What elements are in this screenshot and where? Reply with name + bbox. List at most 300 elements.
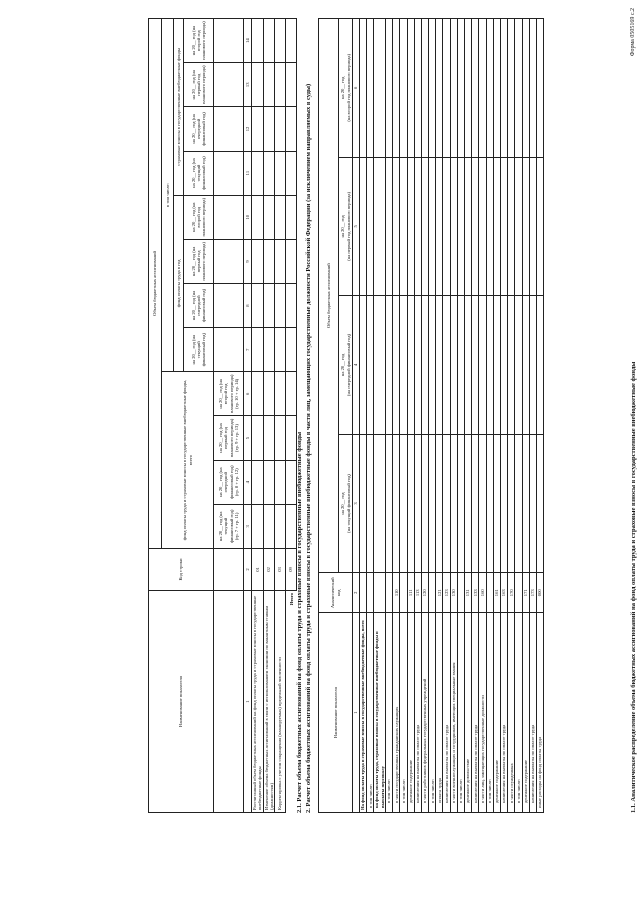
value-cell <box>414 434 421 573</box>
row-name: денежное содержание <box>493 613 500 813</box>
value-cell <box>263 283 275 327</box>
row-name: в том числе: <box>429 613 436 813</box>
value-cell <box>252 63 264 107</box>
header-period <box>339 434 353 573</box>
value-cell <box>367 157 374 296</box>
value-cell <box>400 296 407 435</box>
value-cell <box>508 296 515 435</box>
header-period: на 20__ год (на второй год планового периода) <box>184 19 214 63</box>
header-code: Код строки <box>149 548 214 590</box>
table-row <box>515 19 522 813</box>
table-row <box>536 19 543 813</box>
table-row <box>450 19 457 813</box>
value-cell <box>436 296 443 435</box>
value-cell <box>515 434 522 573</box>
value-cell <box>263 416 275 460</box>
column-number: 6 <box>244 372 252 416</box>
value-cell <box>429 296 436 435</box>
value-cell <box>436 19 443 158</box>
row-name: Рассчитанный объем бюджетных ассигнований на фонд оплаты труда и страховые взносы в государственные внебюджетные фонды <box>252 591 264 813</box>
value-cell <box>493 19 500 158</box>
value-cell <box>275 107 286 151</box>
value-cell <box>479 434 486 573</box>
header-spacer <box>214 19 244 63</box>
value-cell <box>385 19 392 158</box>
table-row <box>374 19 386 813</box>
row-code <box>374 573 386 613</box>
row-code <box>457 573 464 613</box>
value-cell <box>472 19 479 158</box>
value-cell <box>360 19 367 158</box>
row-name: начисления на выплаты по оплате труда <box>472 613 479 813</box>
value-cell <box>500 296 507 435</box>
header-period: на 20__ год (на первый год планового периода) (гр. 9 + гр. 13) <box>214 416 244 460</box>
value-cell <box>443 157 450 296</box>
value-cell <box>536 157 543 296</box>
header-name: Наименование показателя <box>149 591 214 813</box>
header-code: Аналитический код <box>319 573 353 613</box>
value-cell <box>486 434 493 573</box>
total-value <box>286 63 297 107</box>
value-cell <box>360 434 367 573</box>
row-name: Изменение объема бюджетных ассигнований в связи с использованием экономии по вакантным ставкам (должностям) <box>263 591 275 813</box>
row-name: денежное содержание <box>407 613 414 813</box>
header-name: Наименование показателя <box>319 613 353 813</box>
table-row <box>385 19 392 813</box>
value-cell <box>443 19 450 158</box>
header-period: на 20__ год (на текущий финансовый год) (гр. 7 + гр. 11) <box>214 504 244 548</box>
value-cell <box>479 296 486 435</box>
value-cell <box>465 19 472 158</box>
column-number: 2 <box>244 548 252 590</box>
value-cell <box>536 296 543 435</box>
table-row <box>436 19 443 813</box>
row-code: 02 <box>263 548 275 590</box>
value-cell <box>385 434 392 573</box>
value-cell <box>407 157 414 296</box>
column-number: 8 <box>244 283 252 327</box>
value-cell <box>457 19 464 158</box>
value-cell <box>529 19 536 158</box>
column-number: 13 <box>244 63 252 107</box>
header-spacer <box>214 591 244 813</box>
value-cell <box>529 296 536 435</box>
value-cell <box>263 195 275 239</box>
total-value <box>286 460 297 504</box>
table-row <box>252 19 264 813</box>
table-row <box>360 19 367 813</box>
value-cell <box>385 296 392 435</box>
value-cell <box>486 296 493 435</box>
value-cell <box>472 296 479 435</box>
value-cell <box>275 416 286 460</box>
header-in-that: в том числе: <box>162 19 174 372</box>
header-spacer <box>214 328 244 372</box>
value-cell <box>275 63 286 107</box>
row-code: 111 <box>407 573 414 613</box>
value-cell <box>443 434 450 573</box>
value-cell <box>252 504 264 548</box>
value-cell <box>252 151 264 195</box>
value-cell <box>421 157 428 296</box>
value-cell <box>457 157 464 296</box>
value-cell <box>252 107 264 151</box>
total-value <box>286 372 297 416</box>
value-cell <box>393 157 400 296</box>
value-cell <box>522 19 529 158</box>
section-2-1-title: 2.1. Расчет объема бюджетных ассигнований на фонд оплаты труда и страховые взносы в государственные внебюджетные фонды <box>296 431 303 813</box>
row-code <box>515 573 522 613</box>
value-cell <box>407 296 414 435</box>
value-cell <box>457 296 464 435</box>
total-value <box>286 416 297 460</box>
value-cell <box>385 157 392 296</box>
header-period-label: (на текущий финансовый год) <box>345 474 351 533</box>
column-number: 5 <box>244 416 252 460</box>
row-name: в том числе: <box>367 613 374 813</box>
header-period: на 20__ год (на первый год планового периода) <box>184 63 214 107</box>
row-name: в том числе: <box>400 613 407 813</box>
header-fot-year: фонд оплаты труда в год <box>174 195 184 372</box>
column-number: 2 <box>353 573 360 613</box>
value-cell <box>515 296 522 435</box>
value-cell <box>263 107 275 151</box>
row-name: начисления на выплаты по оплате труда <box>414 613 421 813</box>
table-row <box>457 19 464 813</box>
value-cell <box>393 296 400 435</box>
value-cell <box>400 19 407 158</box>
value-cell <box>263 239 275 283</box>
value-cell <box>436 434 443 573</box>
value-cell <box>479 19 486 158</box>
allocation-table <box>318 18 544 813</box>
value-cell <box>252 239 264 283</box>
column-number: 5 <box>353 157 360 296</box>
table-row <box>493 19 500 813</box>
header-period: на 20__ год (на второй год планового периода) <box>184 195 214 239</box>
row-name: в части осужденных <box>508 613 515 813</box>
value-cell <box>522 157 529 296</box>
table-row <box>393 19 400 813</box>
value-cell <box>465 296 472 435</box>
total-value <box>286 195 297 239</box>
header-period-year: на 20__ год <box>340 492 346 515</box>
value-cell <box>414 157 421 296</box>
row-name: денежное содержание <box>522 613 529 813</box>
value-cell <box>275 504 286 548</box>
value-cell <box>263 504 275 548</box>
value-cell <box>500 157 507 296</box>
column-number: 4 <box>244 460 252 504</box>
value-cell <box>407 434 414 573</box>
total-label: Итого <box>288 593 294 606</box>
value-cell <box>536 434 543 573</box>
table-row <box>414 19 421 813</box>
value-cell <box>252 195 264 239</box>
value-cell <box>252 416 264 460</box>
calculation-table <box>148 18 297 813</box>
row-code: 163 <box>500 573 507 613</box>
value-cell <box>252 328 264 372</box>
value-cell <box>360 296 367 435</box>
row-name: в том числе: <box>515 613 522 813</box>
total-row <box>286 19 297 813</box>
value-cell <box>465 434 472 573</box>
table-row <box>529 19 536 813</box>
column-number: 10 <box>244 195 252 239</box>
value-cell <box>360 157 367 296</box>
value-cell <box>374 434 386 573</box>
column-number: 4 <box>353 296 360 435</box>
header-spacer <box>214 107 244 151</box>
row-code <box>367 573 374 613</box>
value-cell <box>275 151 286 195</box>
value-cell <box>263 460 275 504</box>
total-value <box>286 504 297 548</box>
row-code: 171 <box>522 573 529 613</box>
row-code: 173 <box>529 573 536 613</box>
value-cell <box>367 296 374 435</box>
value-cell <box>393 19 400 158</box>
row-code <box>486 573 493 613</box>
value-cell <box>414 296 421 435</box>
value-cell <box>529 434 536 573</box>
value-cell <box>374 157 386 296</box>
value-cell <box>508 434 515 573</box>
row-name: в том числе: <box>457 613 464 813</box>
value-cell <box>421 434 428 573</box>
header-spacer <box>214 63 244 107</box>
total-code: 09 <box>286 548 297 590</box>
header-period: на 20__ год (на текущий финансовый год) <box>184 151 214 195</box>
value-cell <box>393 434 400 573</box>
row-code: 03 <box>275 548 286 590</box>
row-name: в части военнослужащих и сотрудников, имеющих специальные звания <box>450 613 457 813</box>
row-code: 170 <box>508 573 515 613</box>
value-cell <box>367 434 374 573</box>
value-cell <box>263 372 275 416</box>
value-cell <box>252 460 264 504</box>
value-cell <box>450 19 457 158</box>
row-code: 133 <box>472 573 479 613</box>
table-row <box>275 19 286 813</box>
header-period: на 20__ год (на очередной финансовый год) (гр. 8 + гр. 12) <box>214 460 244 504</box>
header-group: Объем бюджетных ассигнований <box>319 19 339 573</box>
value-cell <box>275 328 286 372</box>
table-row <box>400 19 407 813</box>
value-cell <box>486 19 493 158</box>
row-code: 121 <box>436 573 443 613</box>
header-period-label: (на очередной финансовый год) <box>345 333 351 396</box>
row-code: 161 <box>493 573 500 613</box>
header-period-year: на 20__ год <box>340 353 346 377</box>
header-period: на 20__ год (на второй год планового периода) (гр. 10 + гр. 14) <box>214 372 244 416</box>
column-number: 11 <box>244 151 252 195</box>
column-number: 1 <box>353 613 360 813</box>
value-cell <box>374 296 386 435</box>
header-period-label: (на первый год планового периода) <box>345 192 351 261</box>
table-row <box>472 19 479 813</box>
column-number: 9 <box>244 239 252 283</box>
table-row <box>486 19 493 813</box>
value-cell <box>465 157 472 296</box>
table-row <box>508 19 515 813</box>
value-cell <box>457 434 464 573</box>
value-cell <box>275 460 286 504</box>
value-cell <box>493 157 500 296</box>
value-cell <box>450 434 457 573</box>
total-value <box>286 107 297 151</box>
row-name: иные расходы на фонд оплаты труда <box>536 613 543 813</box>
value-cell <box>367 19 374 158</box>
table-row <box>522 19 529 813</box>
value-cell <box>443 296 450 435</box>
value-cell <box>263 151 275 195</box>
value-cell <box>515 157 522 296</box>
header-fot-total: фонд оплаты труда и страховые взносы в государственные внебюджетные фонды, всего <box>162 372 214 549</box>
value-cell <box>275 19 286 63</box>
row-code: 123 <box>443 573 450 613</box>
row-code: 160 <box>479 573 486 613</box>
table-row <box>500 19 507 813</box>
row-code: 01 <box>252 548 264 590</box>
column-number: 7 <box>244 328 252 372</box>
table-row <box>465 19 472 813</box>
row-name: в том числе: <box>486 613 493 813</box>
row-name: в том числе: <box>385 613 392 813</box>
header-spacer <box>214 151 244 195</box>
row-code: 130 <box>450 573 457 613</box>
value-cell <box>414 19 421 158</box>
header-spacer <box>214 239 244 283</box>
value-cell <box>429 434 436 573</box>
value-cell <box>522 434 529 573</box>
header-period-label: (на второй год планового периода) <box>345 54 351 122</box>
row-code <box>360 573 367 613</box>
header-spacer <box>214 283 244 327</box>
table-row <box>429 19 436 813</box>
value-cell <box>486 157 493 296</box>
value-cell <box>421 296 428 435</box>
header-spacer <box>214 195 244 239</box>
column-number: 12 <box>244 107 252 151</box>
row-code <box>429 573 436 613</box>
value-cell <box>252 19 264 63</box>
column-number: 3 <box>244 504 252 548</box>
value-cell <box>508 157 515 296</box>
row-name: На фонд оплаты труда и страховые взносы в государственные внебюджетные фонды, всего <box>360 613 367 813</box>
section-title: 1.1. Аналитическое распределение объема бюджетных ассигнований на фонд оплаты труда и страховые взносы в государственные внебюджетные фонды <box>630 361 637 813</box>
value-cell <box>450 296 457 435</box>
value-cell <box>436 157 443 296</box>
total-value <box>286 151 297 195</box>
value-cell <box>472 157 479 296</box>
column-number: 14 <box>244 19 252 63</box>
value-cell <box>252 283 264 327</box>
row-code: 110 <box>393 573 400 613</box>
value-cell <box>275 239 286 283</box>
header-period: на 20__ год (на очередной финансовый год) <box>184 107 214 151</box>
column-number: 3 <box>353 434 360 573</box>
header-period <box>339 19 353 158</box>
value-cell <box>500 434 507 573</box>
row-code <box>400 573 407 613</box>
row-code: 131 <box>465 573 472 613</box>
header-insurance: страховые взносы в государственные внебюджетные фонды <box>174 19 184 196</box>
value-cell <box>450 157 457 296</box>
row-name: на фонд оплаты труда, страховые взносы в государственные внебюджетные фонды и выплаты персоналу <box>374 613 386 813</box>
section-2-title: 2. Расчет объема бюджетных ассигнований на фонд оплаты труда и страховые взносы в государственные внебюджетные фонды в части лиц, замещающих государственные должности Российской Федерации (за исключением направляемых в суды) <box>305 83 312 813</box>
table-row <box>479 19 486 813</box>
value-cell <box>472 434 479 573</box>
total-value <box>286 19 297 63</box>
row-code: 113 <box>414 573 421 613</box>
row-name: в части работников федеральных государственных учреждений <box>421 613 428 813</box>
table-row <box>263 19 275 813</box>
form-code: Форма 0505169 с.2 <box>630 8 636 57</box>
row-code: 000 <box>536 573 543 613</box>
header-period: на 20__ год (на очередной финансовый год) <box>184 283 214 327</box>
row-name: начисления на выплаты по оплате труда <box>443 613 450 813</box>
table-row <box>421 19 428 813</box>
header-spacer <box>214 548 244 590</box>
header-period-year: на 20__ год <box>340 215 346 238</box>
row-name: в части государственных гражданских служащих <box>393 613 400 813</box>
row-name: начисления на выплаты по оплате труда <box>529 613 536 813</box>
header-period: на 20__ год (на текущий финансовый год) <box>184 328 214 372</box>
row-name: в части лиц, замещающих государственные должности <box>479 613 486 813</box>
header-period <box>339 157 353 296</box>
value-cell <box>275 372 286 416</box>
value-cell <box>263 19 275 63</box>
row-name: денежное довольствие <box>465 613 472 813</box>
value-cell <box>429 19 436 158</box>
column-number: 6 <box>353 19 360 158</box>
value-cell <box>275 195 286 239</box>
header-group: Объем бюджетных ассигнований <box>149 19 162 549</box>
row-code <box>385 573 392 613</box>
row-name: начисления на выплаты по оплате труда <box>500 613 507 813</box>
value-cell <box>515 19 522 158</box>
value-cell <box>508 19 515 158</box>
value-cell <box>275 283 286 327</box>
value-cell <box>374 19 386 158</box>
table-row <box>407 19 414 813</box>
row-name: оплата труда <box>436 613 443 813</box>
table-row <box>367 19 374 813</box>
value-cell <box>522 296 529 435</box>
value-cell <box>421 19 428 158</box>
value-cell <box>400 157 407 296</box>
value-cell <box>429 157 436 296</box>
value-cell <box>252 372 264 416</box>
value-cell <box>536 19 543 158</box>
total-value <box>286 328 297 372</box>
value-cell <box>493 296 500 435</box>
value-cell <box>529 157 536 296</box>
value-cell <box>493 434 500 573</box>
header-period: на 20__ год (на первый год планового периода) <box>184 239 214 283</box>
total-value <box>286 283 297 327</box>
total-value <box>286 239 297 283</box>
value-cell <box>479 157 486 296</box>
header-period-year: на 20__ год <box>340 76 346 99</box>
value-cell <box>400 434 407 573</box>
table-row <box>443 19 450 813</box>
value-cell <box>500 19 507 158</box>
column-number: 1 <box>244 591 252 813</box>
row-code: 120 <box>421 573 428 613</box>
